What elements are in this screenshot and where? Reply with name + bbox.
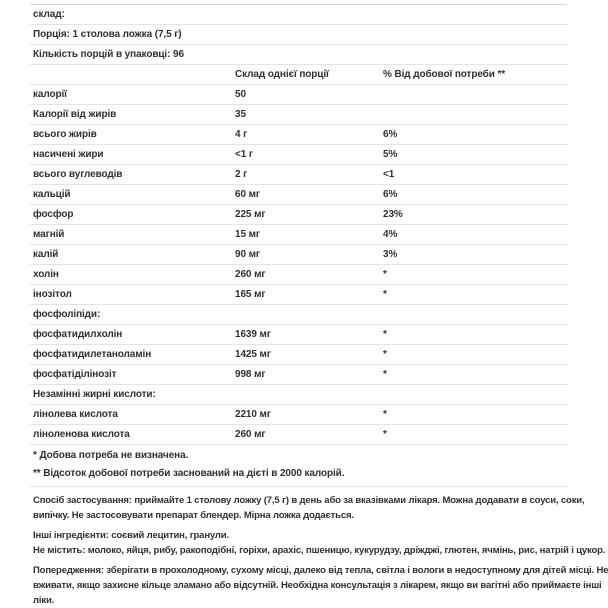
paragraph-line: Інші інгредієнти: соєвий лецитин, гранули. xyxy=(33,530,229,541)
table-row xyxy=(30,105,567,125)
table-row xyxy=(30,345,567,365)
row-daily-value: * xyxy=(383,369,387,380)
table-row xyxy=(30,165,567,185)
paragraph-line: Попередження: зберігати в прохолодному, сухому місці, далеко від тепла, світла і вологи в недоступному для дітей місці. Не xyxy=(33,565,608,576)
row-amount: 60 мг xyxy=(235,189,260,200)
table-row xyxy=(30,425,567,445)
row-daily-value: 23% xyxy=(383,209,403,220)
row-label: ліноленова кислота xyxy=(33,429,130,440)
table-row xyxy=(30,365,567,385)
intro-row-text: Порція: 1 столова ложка (7,5 г) xyxy=(33,29,182,40)
footnote-daily-need: * Добова потреба не визначена. xyxy=(33,450,189,461)
table-row xyxy=(30,225,567,245)
paragraph-line: Не містить: молоко, яйця, рибу, ракоподібні, горіхи, арахіс, пшеницю, кукурудзу, дріжджі, глютен, ячмінь, рис, натрій і цукор. xyxy=(33,545,606,556)
row-label: фосфатидилхолін xyxy=(33,329,123,340)
info-paragraphs xyxy=(30,493,608,608)
row-label: фосфор xyxy=(33,209,74,220)
paragraph-does-not-contain xyxy=(33,543,606,558)
row-amount: <1 г xyxy=(235,149,253,160)
paragraph-line: вживати, якщо захисне кільце зламано або відсутній. Необхідна консультація з лікарем, якщо ви вагітні або приймаєте інші xyxy=(33,580,602,591)
row-label: всього жирів xyxy=(33,129,97,140)
row-label: лінолева кислота xyxy=(33,409,118,420)
row-amount: 998 мг xyxy=(235,369,266,380)
intro-row-text: склад: xyxy=(33,9,65,20)
row-label: Калорії від жирів xyxy=(33,109,117,120)
composition-table xyxy=(30,4,567,487)
paragraph-line: Спосіб застосування: приймайте 1 столову ложку (7,5 г) в день або за вказівками лікаря. Можна додавати в соуси, соки, xyxy=(33,495,585,506)
row-daily-value: * xyxy=(383,329,387,340)
row-amount: 1639 мг xyxy=(235,329,271,340)
table-row xyxy=(30,385,567,405)
column-header-amount: Склад однієї порції xyxy=(235,69,329,80)
table-row xyxy=(30,205,567,225)
row-label: калій xyxy=(33,249,59,260)
row-label: інозітол xyxy=(33,289,72,300)
row-daily-value: * xyxy=(383,429,387,440)
row-amount: 90 мг xyxy=(235,249,260,260)
table-row xyxy=(30,325,567,345)
table-row xyxy=(30,185,567,205)
row-label: всього вуглеводів xyxy=(33,169,123,180)
table-row xyxy=(30,405,567,425)
row-amount: 260 мг xyxy=(235,429,266,440)
table-row xyxy=(30,285,567,305)
footnote-percent-basis: ** Відсоток добової потреби заснований на дієті в 2000 калорій. xyxy=(33,468,345,479)
intro-row xyxy=(30,5,567,25)
table-header-row xyxy=(30,65,567,85)
table-row xyxy=(30,305,567,325)
row-amount: 260 мг xyxy=(235,269,266,280)
intro-rows xyxy=(30,5,567,65)
intro-row-text: Кількість порцій в упаковці: 96 xyxy=(33,49,184,60)
row-amount: 2 г xyxy=(235,169,248,180)
row-label: кальцій xyxy=(33,189,71,200)
paragraph-line: ліки. xyxy=(33,595,55,606)
row-daily-value: 6% xyxy=(383,189,398,200)
paragraph-usage-directions xyxy=(33,493,585,523)
row-label: Незамінні жирні кислоти: xyxy=(33,389,156,400)
row-daily-value: 6% xyxy=(383,129,398,140)
paragraph-other-ingredients xyxy=(33,528,570,543)
row-daily-value: 4% xyxy=(383,229,398,240)
row-daily-value: 3% xyxy=(383,249,398,260)
row-label: фосфатидилетаноламін xyxy=(33,349,152,360)
row-amount: 15 мг xyxy=(235,229,260,240)
row-label: фосфатіділінозіт xyxy=(33,369,117,380)
intro-row xyxy=(30,25,567,45)
row-label: насичені жири xyxy=(33,149,104,160)
row-daily-value: * xyxy=(383,289,387,300)
footnotes-block xyxy=(30,445,567,487)
row-amount: 2210 мг xyxy=(235,409,271,420)
row-amount: 1425 мг xyxy=(235,349,271,360)
row-label: калорії xyxy=(33,89,67,100)
table-row xyxy=(30,145,567,165)
table-row xyxy=(30,245,567,265)
paragraph-line: випічку. Не застосовувати препарат блендер. Мірна ложка додається. xyxy=(33,510,354,521)
row-daily-value: 5% xyxy=(383,149,398,160)
data-rows xyxy=(30,85,567,445)
row-daily-value: * xyxy=(383,269,387,280)
row-daily-value: * xyxy=(383,349,387,360)
row-amount: 4 г xyxy=(235,129,248,140)
row-label: фосфоліпіди: xyxy=(33,309,101,320)
row-amount: 50 xyxy=(235,89,246,100)
row-label: холін xyxy=(33,269,59,280)
row-amount: 35 xyxy=(235,109,246,120)
row-amount: 225 мг xyxy=(235,209,266,220)
table-row xyxy=(30,265,567,285)
intro-row xyxy=(30,45,567,65)
row-daily-value: <1 xyxy=(383,169,395,180)
row-amount: 165 мг xyxy=(235,289,266,300)
table-row xyxy=(30,85,567,105)
paragraph-warnings xyxy=(33,563,608,608)
row-label: магній xyxy=(33,229,65,240)
row-daily-value: * xyxy=(383,409,387,420)
table-row xyxy=(30,125,567,145)
column-header-daily-value: % Від добової потреби ** xyxy=(383,69,506,80)
